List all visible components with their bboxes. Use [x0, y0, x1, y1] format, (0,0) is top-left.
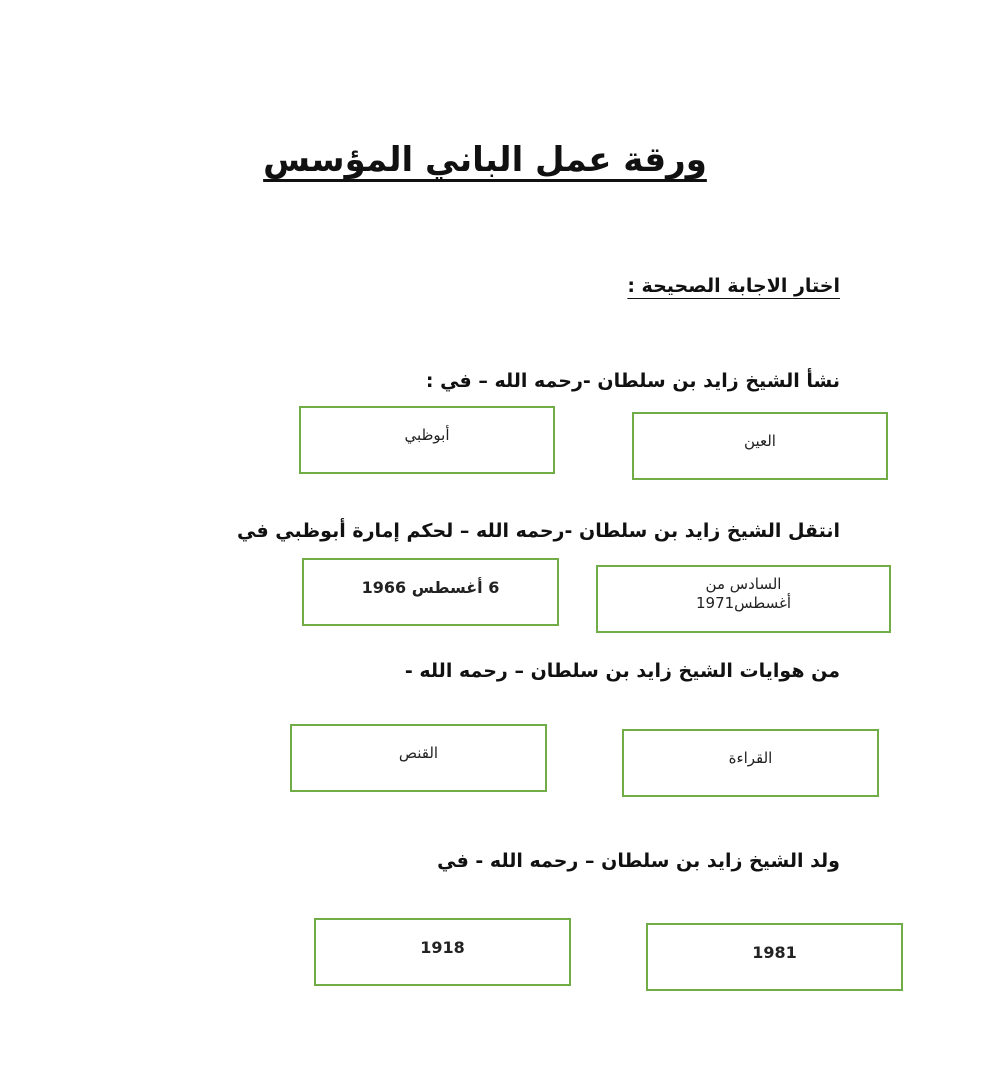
answer-option-3b[interactable]: القنص	[290, 724, 547, 792]
answer-option-4a[interactable]: 1981	[646, 923, 903, 991]
instruction-text: اختار الاجابة الصحيحة :	[627, 275, 840, 297]
answer-option-3a[interactable]: القراءة	[622, 729, 879, 797]
answer-option-4b[interactable]: 1918	[314, 918, 571, 986]
question-2: انتقل الشيخ زايد بن سلطان -رحمه الله – لحكم إمارة أبوظبي في	[237, 520, 840, 542]
worksheet-title: ورقة عمل الباني المؤسس	[263, 140, 707, 180]
question-4: ولد الشيخ زايد بن سلطان – رحمه الله - في	[437, 850, 840, 872]
answer-option-1b[interactable]: أبوظبي	[299, 406, 555, 474]
answer-option-2b[interactable]: 6 أغسطس 1966	[302, 558, 559, 626]
answer-option-2a[interactable]: السادس من أغسطس1971	[596, 565, 891, 633]
answer-option-1a[interactable]: العين	[632, 412, 888, 480]
question-3: من هوايات الشيخ زايد بن سلطان – رحمه الله -	[404, 660, 840, 682]
question-1: نشأ الشيخ زايد بن سلطان -رحمه الله – في :	[425, 370, 840, 392]
